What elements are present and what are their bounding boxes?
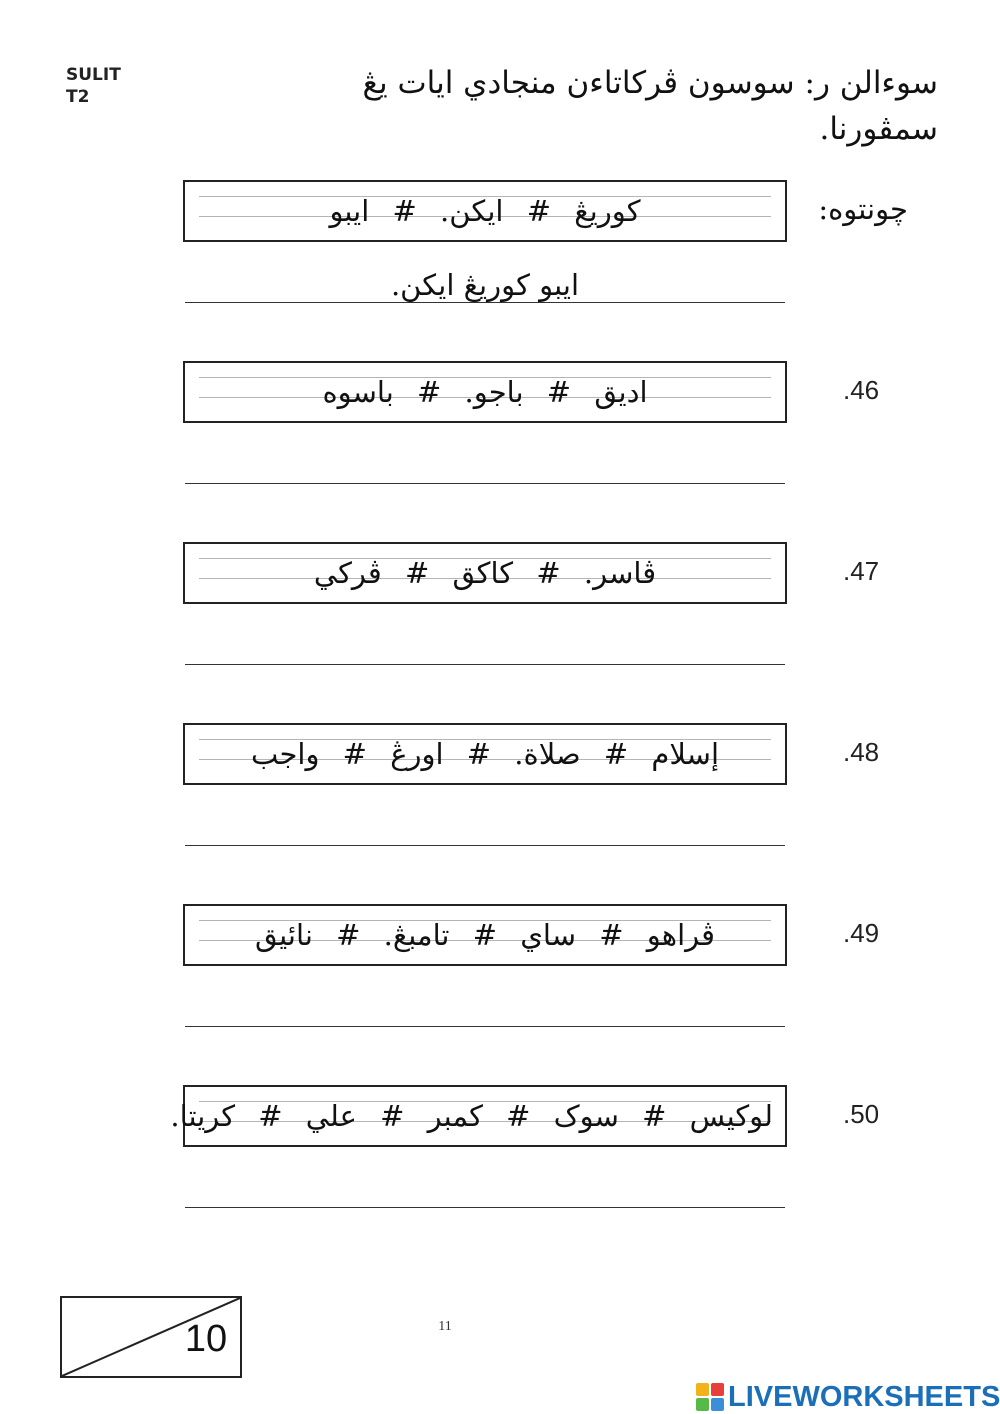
scrambled-words: اديق # باجو. # باسوه bbox=[322, 375, 648, 409]
scrambled-words: لوكيس # سوک # كمبر # علي # كريتا. bbox=[170, 1099, 773, 1133]
liveworksheets-brand bbox=[696, 1382, 1000, 1412]
scrambled-words: ڤراهو # ساي # تامبڠ. # نائيق bbox=[255, 918, 715, 952]
instruction-heading: سوءالن ر: سوسون ڤركاتاءن منجادي ايات يڠ سمڤورنا. bbox=[362, 65, 938, 147]
answer-line[interactable] bbox=[185, 1207, 785, 1208]
question-number: .46 bbox=[843, 375, 880, 405]
question-number: .49 bbox=[843, 918, 880, 948]
paper-code-line-2: T2 bbox=[66, 87, 90, 107]
answer-line[interactable] bbox=[185, 483, 785, 484]
example-answer: ايبو كوريڠ ايكن. bbox=[390, 268, 580, 302]
example-words: كوريڠ # ايكن. # ايبو bbox=[329, 194, 641, 228]
answer-line[interactable] bbox=[185, 845, 785, 846]
brand-name: LIVEWORKSHEETS bbox=[728, 1380, 1000, 1413]
paper-code-line-1: SULIT bbox=[66, 65, 121, 85]
example-answer-line bbox=[185, 302, 785, 303]
example-word-box bbox=[183, 180, 787, 242]
paper-code bbox=[66, 64, 121, 108]
word-box bbox=[170, 1085, 787, 1147]
page-number: 11 bbox=[438, 1319, 452, 1334]
liveworksheets-logo-icon bbox=[696, 1383, 724, 1411]
word-box bbox=[183, 361, 787, 423]
question-number: .48 bbox=[843, 737, 880, 767]
word-box bbox=[183, 723, 787, 785]
scrambled-words: ڤاسر. # كاكق # ڤركي bbox=[313, 556, 657, 590]
answer-line[interactable] bbox=[185, 664, 785, 665]
score-box bbox=[60, 1296, 242, 1378]
scrambled-words: إسلام # صلاة. # اورڠ # واجب bbox=[251, 737, 719, 771]
answer-line[interactable] bbox=[185, 1026, 785, 1027]
example-label: چونتوه: bbox=[818, 192, 908, 226]
word-box bbox=[183, 542, 787, 604]
question-number: .50 bbox=[843, 1099, 880, 1129]
score-total: 10 bbox=[184, 1318, 228, 1360]
question-number: .47 bbox=[843, 556, 880, 586]
word-box bbox=[183, 904, 787, 966]
